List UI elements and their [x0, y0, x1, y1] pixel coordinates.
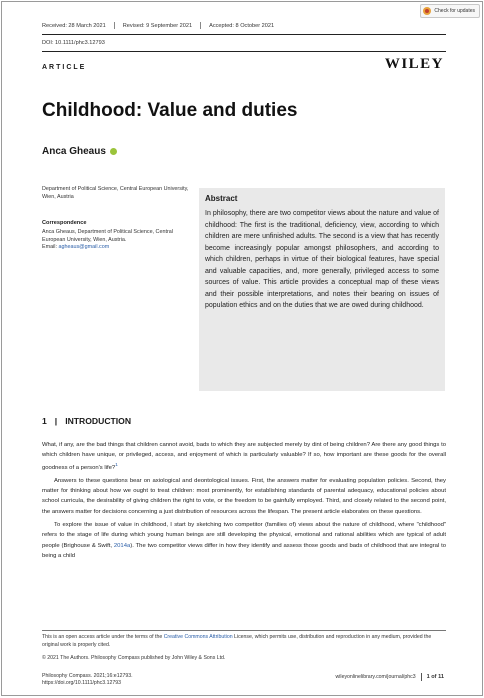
article-page	[1, 1, 483, 696]
paragraph	[42, 520, 446, 561]
paragraph-text: ). The two competitor views differ in how they identify and assess those goods and bads of childhood that are integral to being a child	[42, 542, 446, 559]
email-link[interactable]: agheaus@gmail.com	[58, 244, 110, 251]
section-heading	[42, 416, 131, 426]
body-text	[42, 440, 446, 564]
divider	[200, 22, 201, 29]
paragraph: Answers to these questions bear on axiological and deontological issues. First, the answers matter for evaluating population policies. Second, they matter for thinking about how we ought to treat children: most prominently, for establishing standards of parental adequacy, educational policies about school curricula, the desirability of giving children the right to vote, or the freedom to be gainfully employed. Third, and closely related to the second point, the answers matter for decisions concerning a just distribution of resources across the lifespan. The present article elaborates on these questions.	[42, 477, 446, 515]
header-rule	[42, 51, 446, 52]
doi-url[interactable]: https://doi.org/10.1111/phc3.12793	[42, 680, 122, 686]
footnote-marker[interactable]: 1	[115, 462, 118, 468]
abstract-heading: Abstract	[205, 194, 238, 203]
wiley-logo[interactable]: WILEY	[384, 56, 444, 72]
license-note	[42, 634, 446, 649]
article-title: Childhood: Value and duties	[42, 100, 298, 121]
license-text: License, which permits use, distribution and reproduction in any medium, provided the original work is properly cited.	[42, 634, 432, 648]
check-for-updates-badge[interactable]	[420, 4, 480, 18]
article-type: ARTICLE	[42, 64, 87, 71]
paragraph-text: What, if any, are the bad things that children cannot avoid, bads to which they are subjected merely by dint of being children? Are there any good things to which children have unique, or privileged, access, and enjoyment of which is particularly valuable? If so, how important are these goods for the overall goodness of a person's life?	[42, 442, 446, 471]
accepted-date: Accepted: 8 October 2021	[209, 22, 275, 29]
section-title: INTRODUCTION	[65, 416, 132, 426]
section-divider: |	[54, 416, 58, 426]
author-name[interactable]: Anca Gheaus	[42, 146, 106, 157]
history-dates	[42, 22, 274, 29]
footer-rule	[42, 630, 446, 631]
paragraph	[42, 440, 446, 473]
revised-date: Revised: 9 September 2021	[122, 22, 193, 29]
correspondence-heading: Correspondence	[42, 220, 87, 226]
copyright: © 2021 The Authors. Philosophy Compass published by John Wiley & Sons Ltd.	[42, 655, 226, 661]
page-number: 1 of 11	[426, 674, 444, 680]
divider	[114, 22, 115, 29]
received-date: Received: 28 March 2021	[42, 22, 106, 29]
correspondence-text: Anca Gheaus, Department of Political Science, Central European University, Wien, Austria.	[42, 229, 173, 243]
citation-link[interactable]: 2014a	[113, 542, 131, 549]
page-info	[336, 673, 444, 681]
paragraph-text: To explore the issue of value in childhood, I start by sketching two competitor (families of) views about the nature of childhood, where "childhood" refers to the stage of life during which young human beings are still developing the physical, emotional and rational abilities which are typical of adult people (Brighouse & Swift,	[42, 522, 446, 549]
journal-reference: Philosophy Compass. 2021;16:e12793.	[42, 673, 133, 679]
orcid-icon[interactable]	[110, 148, 117, 155]
section-number: 1	[42, 416, 47, 426]
license-link[interactable]: Creative Commons Attribution	[163, 634, 233, 640]
author	[42, 146, 117, 157]
check-for-updates-label: Check for updates	[434, 8, 475, 14]
email-label: Email:	[42, 244, 59, 251]
journal-url[interactable]: wileyonlinelibrary.com/journal/phc3	[335, 674, 416, 680]
affiliation: Department of Political Science, Central European University, Wien, Austria	[42, 186, 189, 200]
abstract-text: In philosophy, there are two competitor views about the nature and value of childhood: The first is the traditional, deficiency, view, according to which children are mere unfinished adults. The second is a view that has recently become increasingly popular amongst philosophers, and according to which children, perhaps in virtue of their biological features, have special and valuable capacities, and, more generally, privileged access to some sources of value. This article provides a conceptual map of these views and their possible interpretations, and notes their bearing on issues of population ethics and on the duties that we are owed during childhood.	[205, 210, 439, 309]
crossmark-icon	[423, 7, 431, 15]
citation-block	[42, 673, 133, 687]
doi[interactable]: DOI: 10.1111/phc3.12793	[42, 40, 105, 46]
header-rule	[42, 34, 446, 35]
abstract-box	[199, 188, 445, 391]
correspondence	[42, 229, 192, 252]
license-text: This is an open access article under the terms of the	[42, 634, 164, 640]
divider	[421, 673, 422, 681]
